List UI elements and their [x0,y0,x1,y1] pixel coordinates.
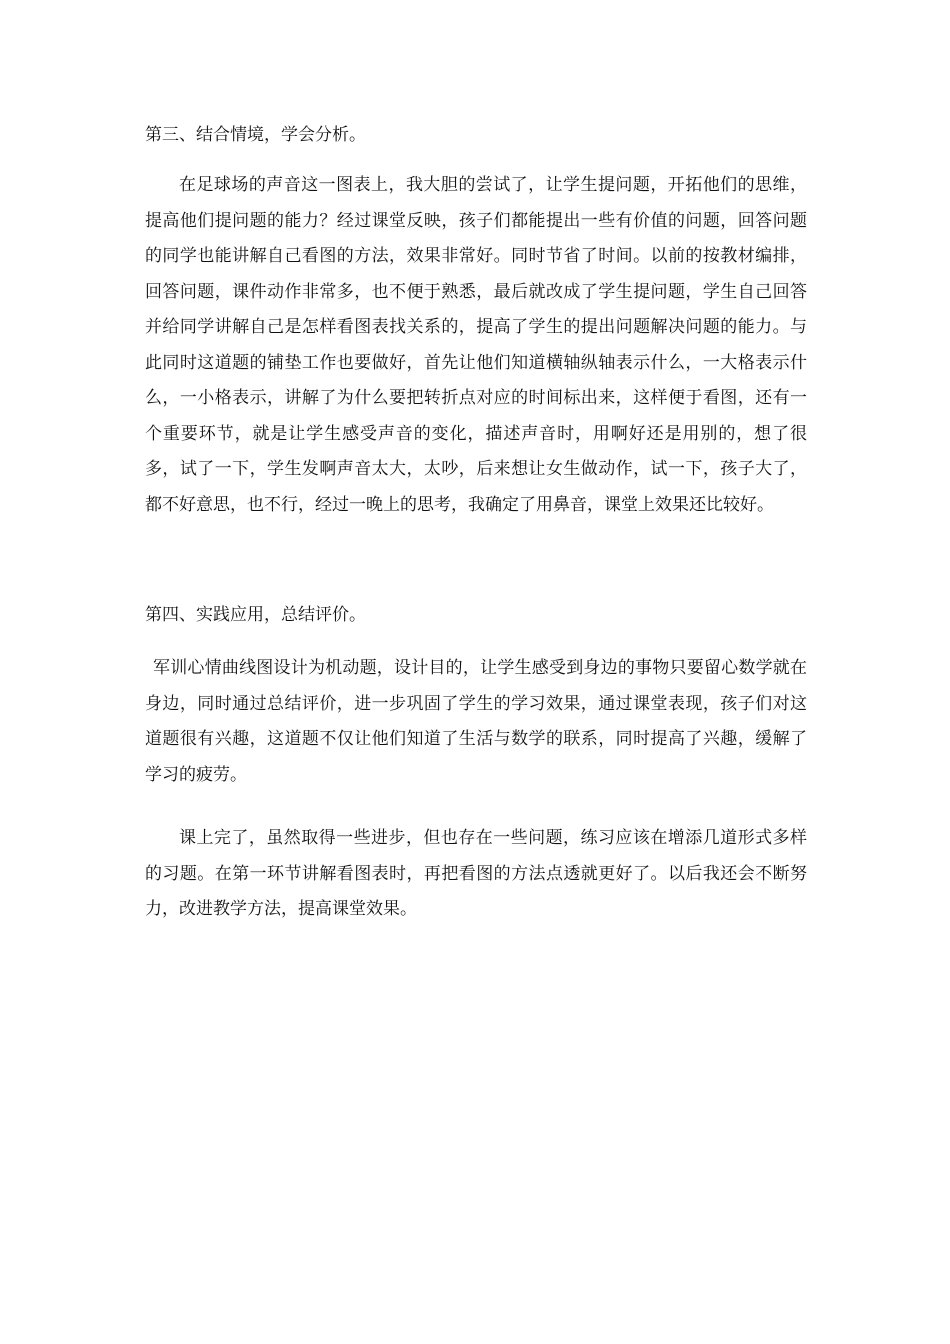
closing-paragraph: 课上完了，虽然取得一些进步，但也存在一些问题，练习应该在增添几道形式多样的习题。在第一环节讲解看图表时，再把看图的方法点透就更好了。以后我还会不断努力，改进教学方法，提高课堂效果。 [145,828,807,919]
section-4-paragraph: 军训心情曲线图设计为机动题，设计目的，让学生感受到身边的事物只要留心数学就在身边，同时通过总结评价，进一步巩固了学生的学习效果，通过课堂表现，孩子们对这道题很有兴趣，这道题不仅让他们知道了生活与数学的联系，同时提高了兴趣，缓解了学习的疲劳。 [145,658,807,785]
section-4-heading: 第四、实践应用，总结评价。 [145,605,366,625]
section-3-paragraph: 在足球场的声音这一图表上，我大胆的尝试了，让学生提问题，开拓他们的思维，提高他们提问题的能力？经过课堂反映，孩子们都能提出一些有价值的问题，回答问题的同学也能讲解自己看图的方法，效果非常好。同时节省了时间。以前的按教材编排，回答问题，课件动作非常多，也不便于熟悉，最后就改成了学生提问题，学生自己回答并给同学讲解自己是怎样看图表找关系的，提高了学生的提出问题解决问题的能力。与此同时这道题的铺垫工作也要做好，首先让他们知道横轴纵轴表示什么，一大格表示什么，一小格表示，讲解了为什么要把转折点对应的时间标出来，这样便于看图，还有一个重要环节，就是让学生感受声音的变化，描述声音时，用啊好还是用别的，想了很多，试了一下，学生发啊声音太大，太吵，后来想让女生做动作，试一下，孩子大了，都不好意思，也不行，经过一晚上的思考，我确定了用鼻音，课堂上效果还比较好。 [145,175,807,515]
section-3-heading: 第三、结合情境，学会分析。 [145,125,366,145]
